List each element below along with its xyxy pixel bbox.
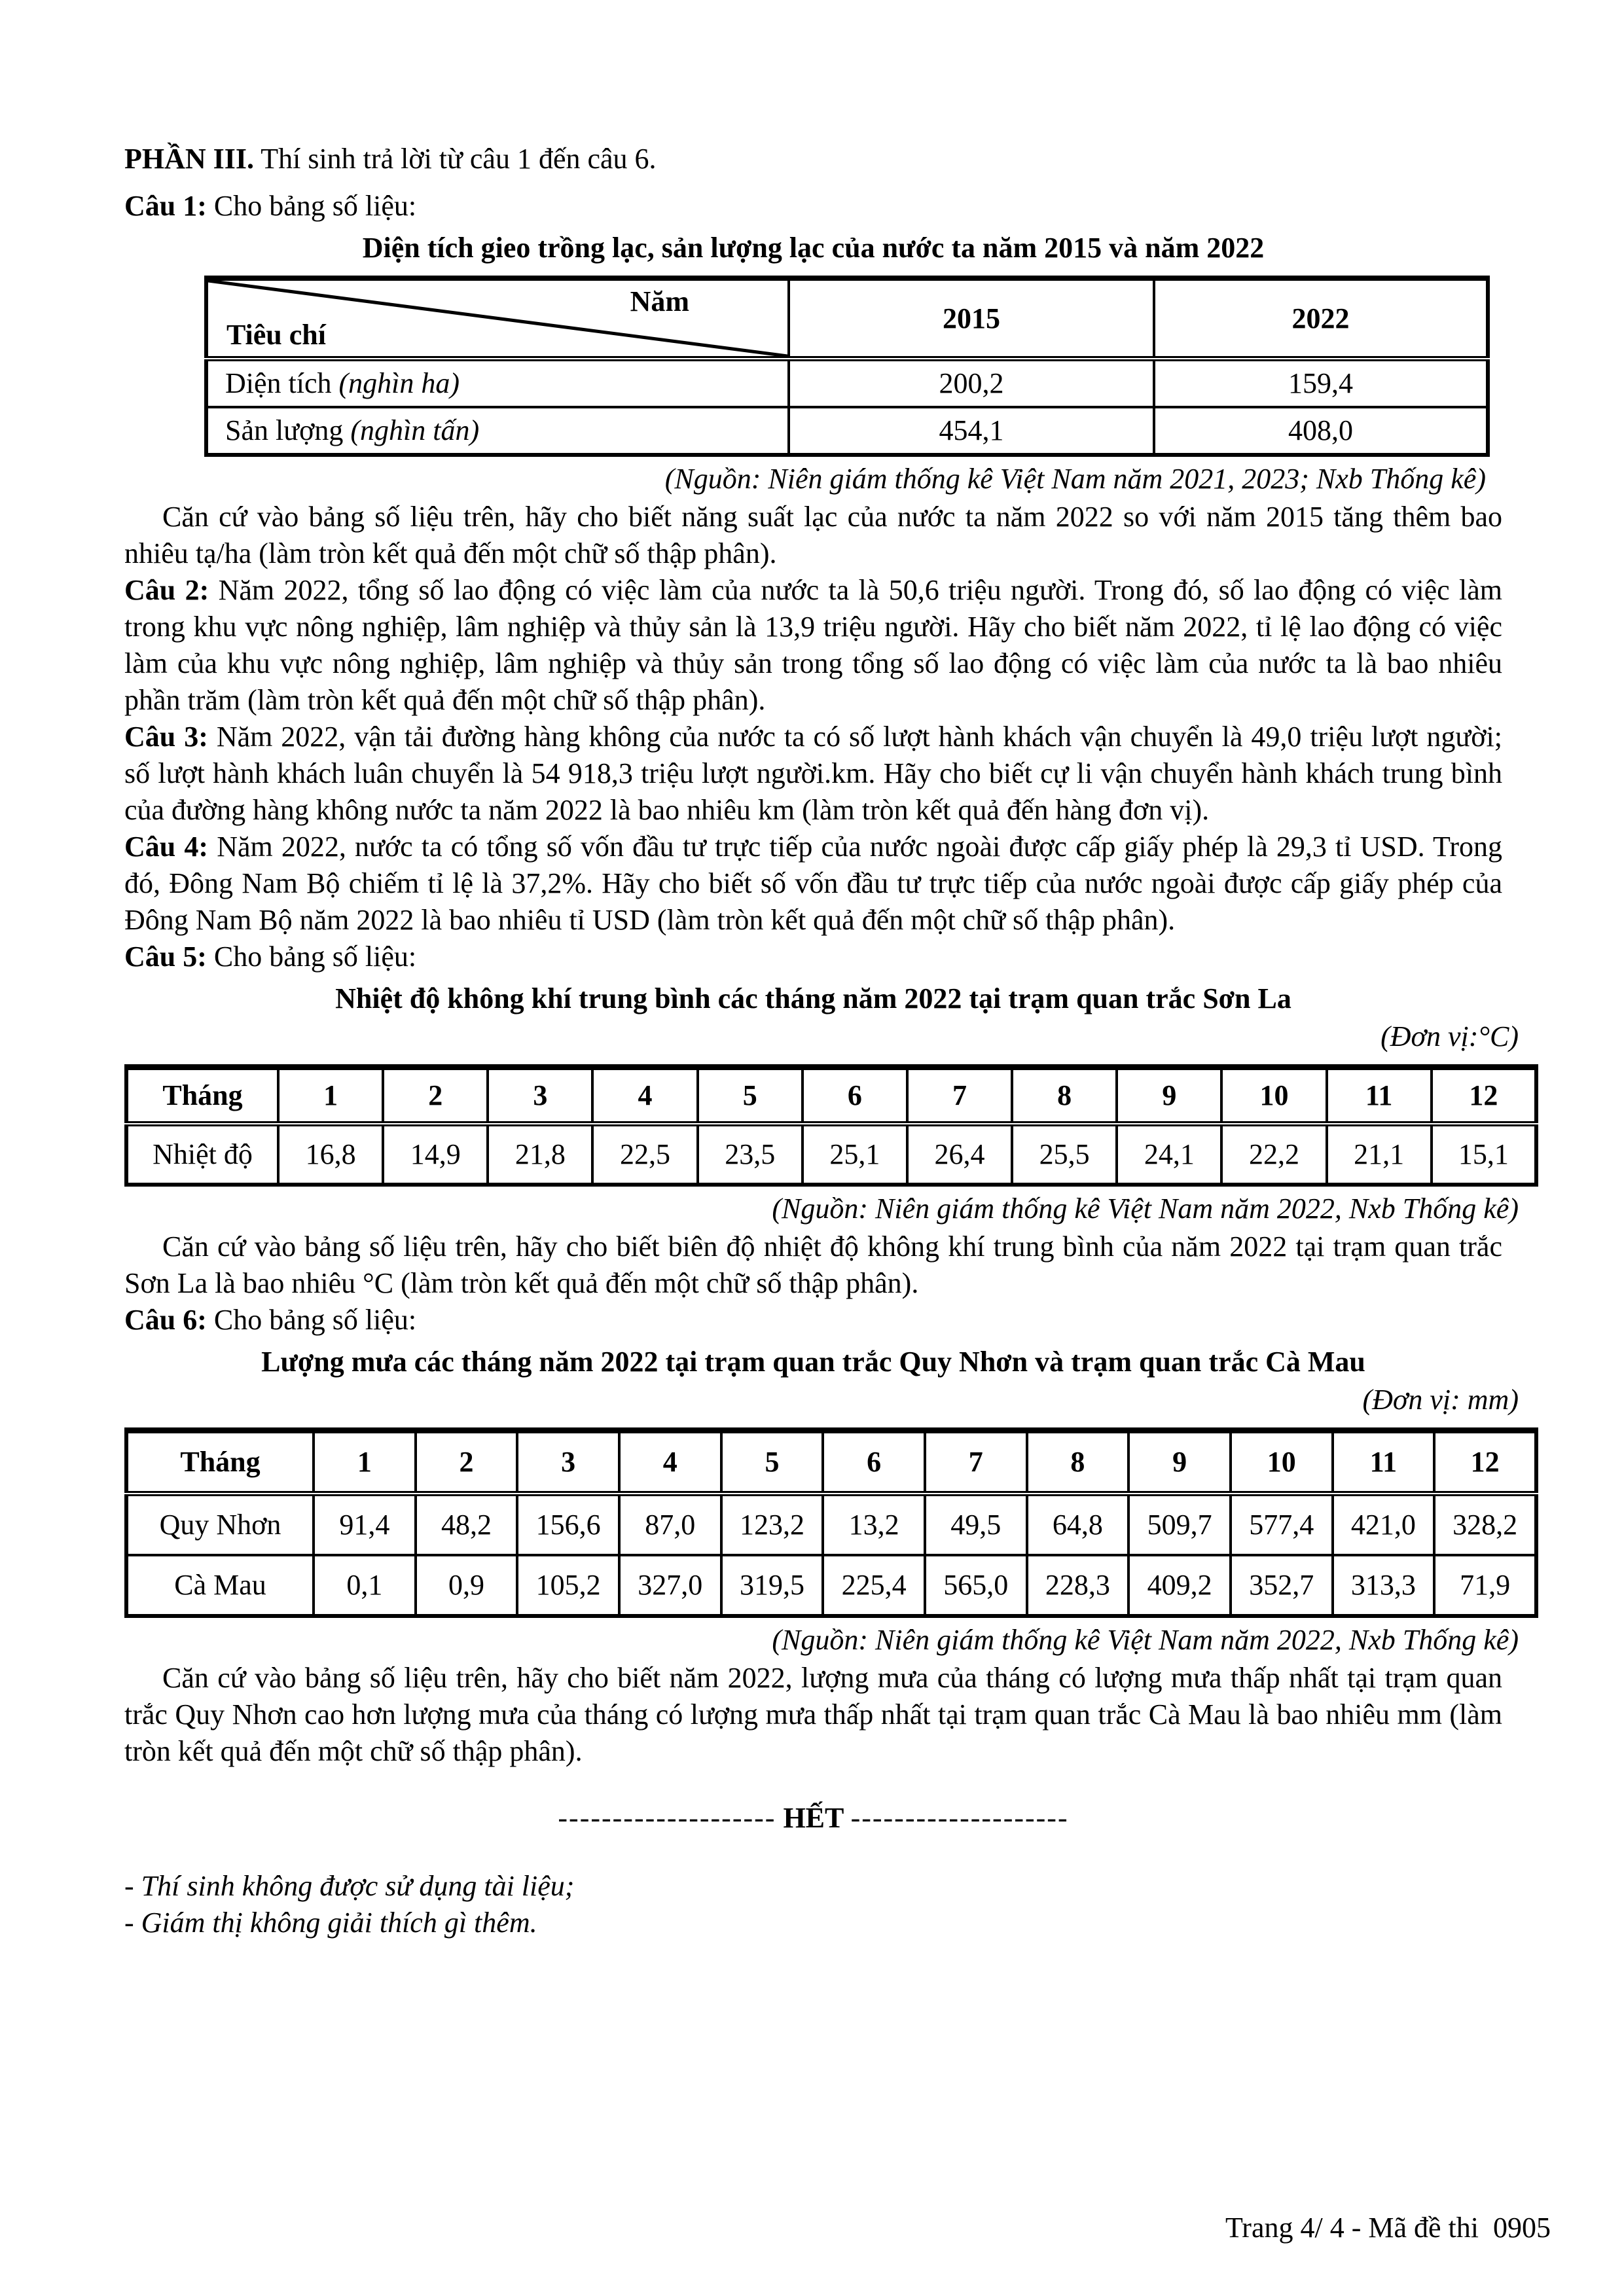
- table2-v-7: 26,4: [907, 1124, 1012, 1185]
- table3-qn-5: 123,2: [721, 1494, 823, 1555]
- q6-table-block: [124, 1382, 1538, 1659]
- table3-cm-1: 0,1: [314, 1555, 416, 1616]
- row-label-unit: (nghìn ha): [338, 367, 460, 399]
- table3-qn-4: 87,0: [619, 1494, 721, 1555]
- table2-v-8: 25,5: [1012, 1124, 1117, 1185]
- table2-v-5: 23,5: [698, 1124, 803, 1185]
- q6-table-title: Lượng mưa các tháng năm 2022 tại trạm quan trắc Quy Nhơn và trạm quan trắc Cà Mau: [261, 1346, 1365, 1378]
- table2-h-thang: Tháng: [126, 1067, 278, 1124]
- table1-row-area-label: [206, 359, 789, 407]
- table3-h-7: 7: [925, 1431, 1027, 1494]
- table3-quynhon-label: Quy Nhơn: [126, 1494, 314, 1555]
- end-dashes-right: --------------------: [850, 1802, 1069, 1834]
- q6-intro-line: [124, 1302, 1502, 1338]
- table3-h-1: 1: [314, 1431, 416, 1494]
- table3-qn-10: 577,4: [1231, 1494, 1333, 1555]
- table3-h-5: 5: [721, 1431, 823, 1494]
- q1-table-title: Diện tích gieo trồng lạc, sản lượng lạc của nước ta năm 2015 và năm 2022: [362, 232, 1265, 264]
- row-label-text: Sản lượng: [225, 414, 344, 446]
- q5-unit-note: (Đơn vị:°C): [1380, 1020, 1519, 1052]
- table2-h-5: 5: [698, 1067, 803, 1124]
- row-label-unit: (nghìn tấn): [350, 414, 480, 446]
- table3-h-thang: Tháng: [126, 1431, 314, 1494]
- q5-table-block: [124, 1018, 1538, 1227]
- table1-row-production: [206, 407, 1488, 455]
- table3-cm-4: 327,0: [619, 1555, 721, 1616]
- table3-qn-9: 509,7: [1128, 1494, 1231, 1555]
- table3-cm-10: 352,7: [1231, 1555, 1333, 1616]
- table3-cm-6: 225,4: [823, 1555, 925, 1616]
- table2-header-row: [126, 1067, 1536, 1124]
- table-temperature: [124, 1064, 1538, 1187]
- table3-cm-2: 0,9: [416, 1555, 518, 1616]
- table3-cm-8: 228,3: [1027, 1555, 1129, 1616]
- table1-corner-cell: [206, 278, 789, 359]
- table2-v-1: 16,8: [278, 1124, 383, 1185]
- q1-intro-text: Cho bảng số liệu:: [206, 190, 417, 222]
- table1-production-2022: 408,0: [1154, 407, 1488, 455]
- part-header-label: PHẦN III.: [124, 143, 255, 175]
- corner-label-year: Năm: [630, 285, 689, 317]
- table2-h-12: 12: [1432, 1067, 1536, 1124]
- q3-label: Câu 3:: [124, 721, 208, 753]
- table3-cm-7: 565,0: [925, 1555, 1027, 1616]
- row-label-text: Diện tích: [225, 367, 332, 399]
- note-no-materials: - Thí sinh không được sử dụng tài liệu;: [124, 1870, 575, 1902]
- table2-v-2: 14,9: [383, 1124, 488, 1185]
- q6-label: Câu 6:: [124, 1304, 207, 1336]
- table3-header-row: [126, 1431, 1536, 1494]
- table1-area-2022: 159,4: [1154, 359, 1488, 407]
- table3-qn-2: 48,2: [416, 1494, 518, 1555]
- table2-h-6: 6: [803, 1067, 907, 1124]
- table2-v-4: 22,5: [592, 1124, 697, 1185]
- q2-label: Câu 2:: [124, 574, 209, 606]
- table2-h-9: 9: [1117, 1067, 1221, 1124]
- q1-label: Câu 1:: [124, 190, 207, 222]
- table1-col-2022: 2022: [1154, 278, 1488, 359]
- table1-row-production-label: [206, 407, 789, 455]
- q2-paragraph: [124, 572, 1502, 719]
- page-number-and-code: Trang 4/ 4 - Mã đề thi 0905: [1225, 2212, 1551, 2244]
- table3-h-10: 10: [1231, 1431, 1333, 1494]
- table2-v-9: 24,1: [1117, 1124, 1221, 1185]
- table3-h-4: 4: [619, 1431, 721, 1494]
- table2-v-3: 21,8: [488, 1124, 592, 1185]
- note-no-explanation: - Giám thị không giải thích gì thêm.: [124, 1907, 537, 1939]
- end-dashes-left: --------------------: [558, 1802, 776, 1834]
- table3-camau-label: Cà Mau: [126, 1555, 314, 1616]
- table2-h-4: 4: [592, 1067, 697, 1124]
- q6-question: Căn cứ vào bảng số liệu trên, hãy cho biết năm 2022, lượng mưa của tháng có lượng mưa thấp nhất tại trạm quan trắc Quy Nhơn cao hơn lượng mưa của tháng có lượng mưa thấp nhất tại trạm quan trắc Cà Mau là bao nhiêu mm (làm tròn kết quả đến một chữ số thập phân).: [124, 1662, 1502, 1767]
- table3-h-8: 8: [1027, 1431, 1129, 1494]
- q1-intro-line: [124, 188, 1502, 224]
- q4-text: Năm 2022, nước ta có tổng số vốn đầu tư trực tiếp của nước ngoài được cấp giấy phép là 29,3 tỉ USD. Trong đó, Đông Nam Bộ chiếm tỉ lệ là 37,2%. Hãy cho biết số vốn đầu tư trực tiếp của nước ngoài được cấp giấy phép của Đông Nam Bộ năm 2022 là bao nhiêu tỉ USD (làm tròn kết quả đến một chữ số thập phân).: [124, 831, 1502, 936]
- table3-h-6: 6: [823, 1431, 925, 1494]
- table-rainfall: [124, 1427, 1538, 1618]
- table2-h-3: 3: [488, 1067, 592, 1124]
- q6-source: (Nguồn: Niên giám thống kê Việt Nam năm 2022, Nxb Thống kê): [772, 1624, 1519, 1656]
- table3-h-12: 12: [1434, 1431, 1536, 1494]
- table3-row-camau: [126, 1555, 1536, 1616]
- table3-qn-6: 13,2: [823, 1494, 925, 1555]
- q3-text: Năm 2022, vận tải đường hàng không của nước ta có số lượt hành khách vận chuyển là 49,0 triệu lượt người; số lượt hành khách luân chuyển là 54 918,3 triệu lượt người.km. Hãy cho biết cự li vận chuyển hành khách trung bình của đường hàng không nước ta năm 2022 là bao nhiêu km (làm tròn kết quả đến hàng đơn vị).: [124, 721, 1502, 826]
- table2-v-11: 21,1: [1327, 1124, 1432, 1185]
- table2-data-row: [126, 1124, 1536, 1185]
- table2-h-8: 8: [1012, 1067, 1117, 1124]
- table1-col-2015: 2015: [789, 278, 1154, 359]
- table1-area-2015: 200,2: [789, 359, 1154, 407]
- table-area-production: [204, 276, 1490, 457]
- q5-table-title: Nhiệt độ không khí trung bình các tháng năm 2022 tại trạm quan trắc Sơn La: [335, 982, 1291, 1014]
- table3-h-11: 11: [1333, 1431, 1435, 1494]
- table1-header-row: [206, 278, 1488, 359]
- q5-intro-line: [124, 939, 1502, 975]
- table2-v-6: 25,1: [803, 1124, 907, 1185]
- q4-label: Câu 4:: [124, 831, 209, 863]
- q5-label: Câu 5:: [124, 941, 207, 973]
- table3-cm-12: 71,9: [1434, 1555, 1536, 1616]
- table2-h-11: 11: [1327, 1067, 1432, 1124]
- table3-cm-3: 105,2: [517, 1555, 619, 1616]
- table3-qn-8: 64,8: [1027, 1494, 1129, 1555]
- table2-h-7: 7: [907, 1067, 1012, 1124]
- q5-source: (Nguồn: Niên giám thống kê Việt Nam năm 2022, Nxb Thống kê): [772, 1193, 1519, 1225]
- table1-production-2015: 454,1: [789, 407, 1154, 455]
- q5-intro-text: Cho bảng số liệu:: [206, 941, 417, 973]
- q2-text: Năm 2022, tổng số lao động có việc làm của nước ta là 50,6 triệu người. Trong đó, số lao động có việc làm trong khu vực nông nghiệp, lâm nghiệp và thủy sản là 13,9 triệu người. Hãy cho biết năm 2022, tỉ lệ lao động có việc làm của khu vực nông nghiệp, lâm nghiệp và thủy sản trong tổng số lao động có việc làm của nước ta là bao nhiêu phần trăm (làm tròn kết quả đến một chữ số thập phân).: [124, 574, 1502, 716]
- q3-paragraph: [124, 719, 1502, 829]
- exam-notes: [124, 1868, 1502, 1941]
- q6-intro-text: Cho bảng số liệu:: [206, 1304, 417, 1336]
- table3-row-quynhon: [126, 1494, 1536, 1555]
- table3-cm-9: 409,2: [1128, 1555, 1231, 1616]
- q1-question: Căn cứ vào bảng số liệu trên, hãy cho biết năng suất lạc của nước ta năm 2022 so với năm 2015 tăng thêm bao nhiêu tạ/ha (làm tròn kết quả đến một chữ số thập phân).: [124, 501, 1502, 569]
- table3-cm-5: 319,5: [721, 1555, 823, 1616]
- table3-h-2: 2: [416, 1431, 518, 1494]
- table3-h-9: 9: [1128, 1431, 1231, 1494]
- table2-v-10: 22,2: [1221, 1124, 1326, 1185]
- table3-h-3: 3: [517, 1431, 619, 1494]
- q4-paragraph: [124, 829, 1502, 939]
- end-of-exam-line: [124, 1800, 1502, 1837]
- table3-qn-1: 91,4: [314, 1494, 416, 1555]
- table3-qn-11: 421,0: [1333, 1494, 1435, 1555]
- q5-question: Căn cứ vào bảng số liệu trên, hãy cho biết biên độ nhiệt độ không khí trung bình của năm 2022 tại trạm quan trắc Sơn La là bao nhiêu °C (làm tròn kết quả đến một chữ số thập phân).: [124, 1230, 1502, 1299]
- part-header-text: Thí sinh trả lời từ câu 1 đến câu 6.: [254, 143, 657, 175]
- table1-row-area: [206, 359, 1488, 407]
- table3-qn-7: 49,5: [925, 1494, 1027, 1555]
- table3-qn-12: 328,2: [1434, 1494, 1536, 1555]
- q6-unit-note: (Đơn vị: mm): [1362, 1384, 1519, 1416]
- table2-v-12: 15,1: [1432, 1124, 1536, 1185]
- end-het-text: HẾT: [776, 1802, 851, 1834]
- table2-h-2: 2: [383, 1067, 488, 1124]
- q1-source: (Nguồn: Niên giám thống kê Việt Nam năm 2021, 2023; Nxb Thống kê): [664, 463, 1486, 495]
- part-header: [124, 141, 1502, 177]
- corner-label-criteria: Tiêu chí: [226, 319, 327, 351]
- table2-row-label: Nhiệt độ: [126, 1124, 278, 1185]
- table2-h-10: 10: [1221, 1067, 1326, 1124]
- table2-h-1: 1: [278, 1067, 383, 1124]
- table3-cm-11: 313,3: [1333, 1555, 1435, 1616]
- table3-qn-3: 156,6: [517, 1494, 619, 1555]
